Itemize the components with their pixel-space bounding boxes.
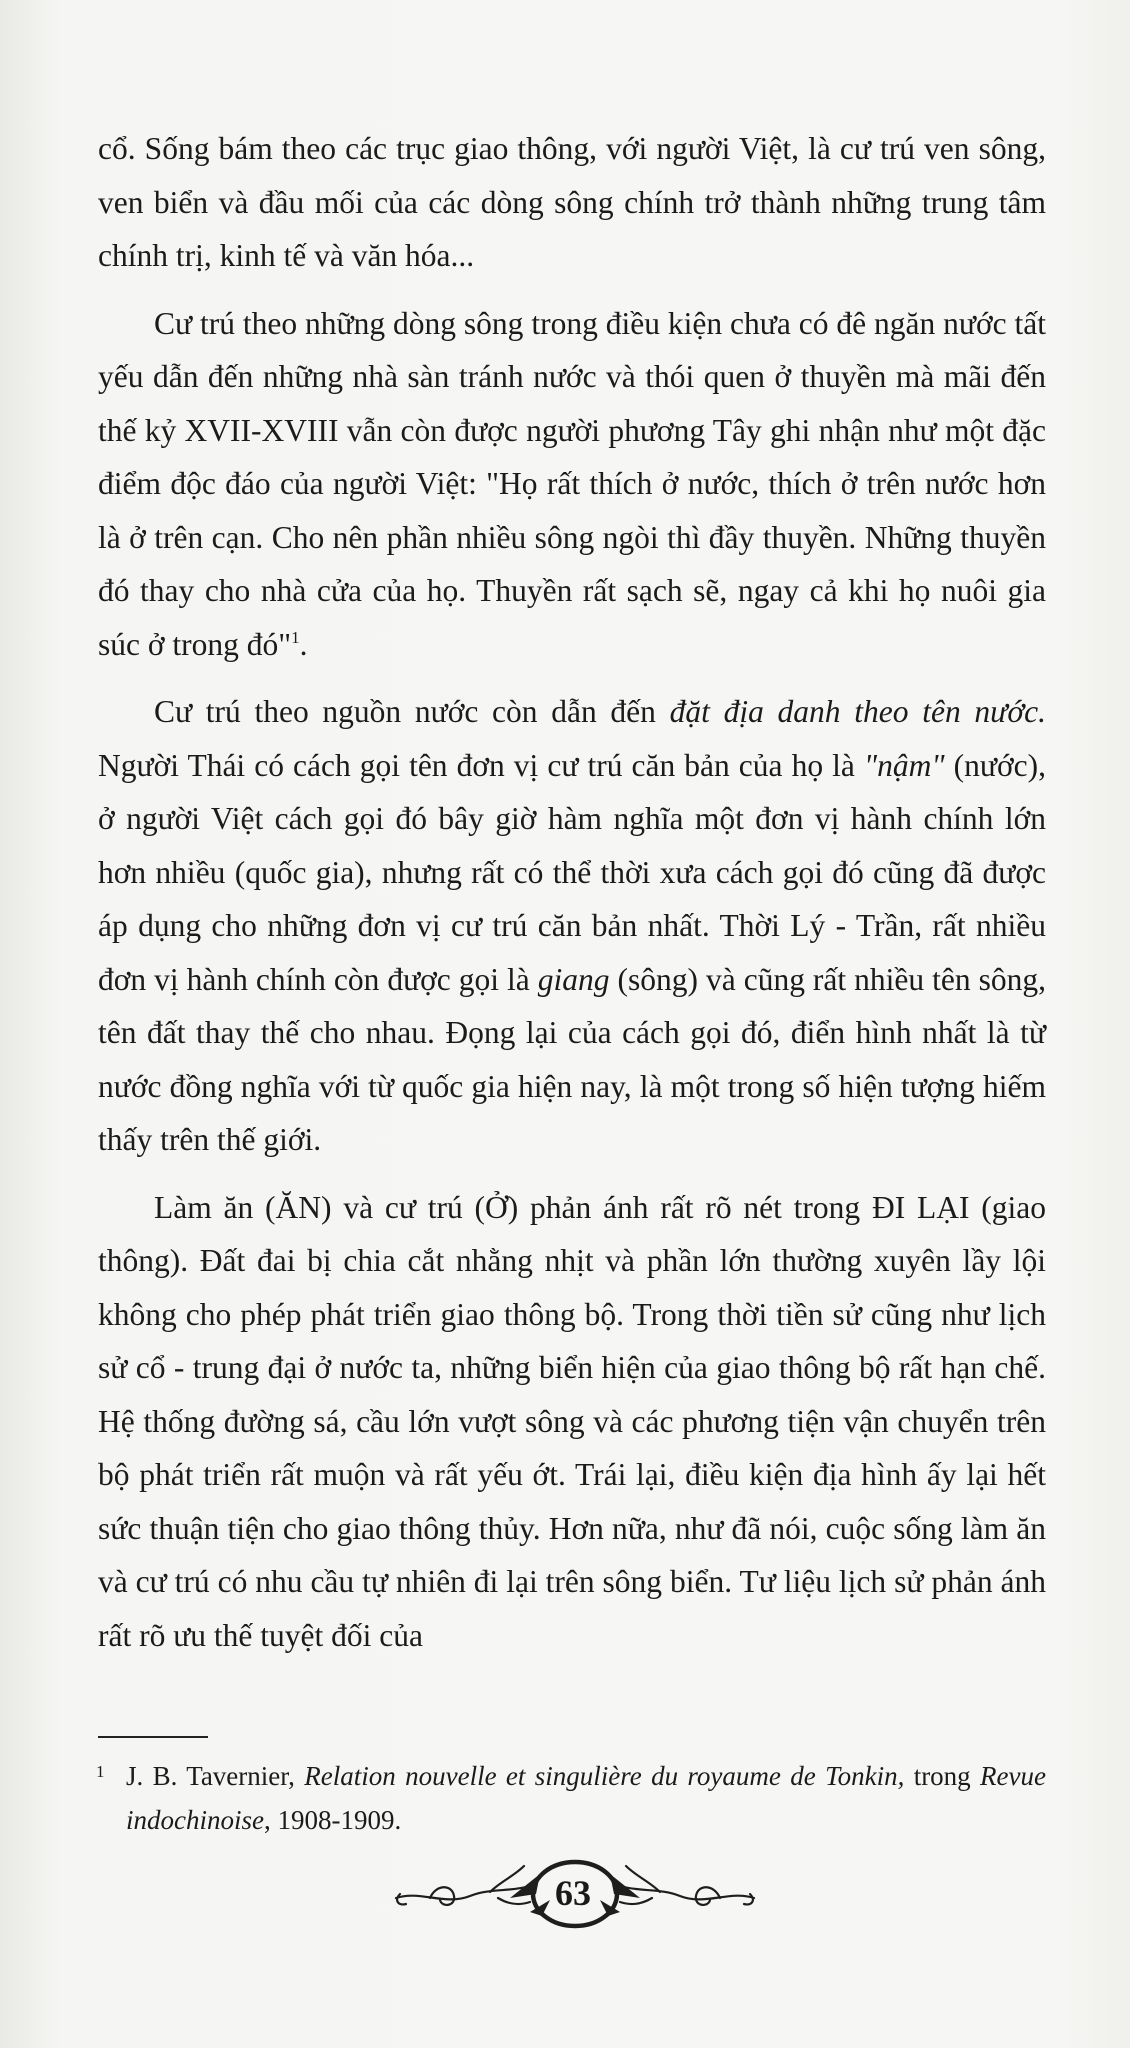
footnote-title: Relation nouvelle et singulière du royaume de Tonkin, — [304, 1761, 905, 1791]
paragraph-3-text-c: (nước), ở người Việt cách gọi đó bây giờ hàm nghĩa một đơn vị hành chính lớn hơn nhiều (quốc gia), nhưng rất có thể thời xưa cách gọi đó cũng đã được áp dụng cho những đơn vị cư trú căn bản nhất. Thời Lý - Trần, rất nhiều đơn vị hành chính còn được gọi là — [98, 747, 1046, 997]
body-text — [98, 122, 1046, 1676]
paragraph-3-text-a: Cư trú theo nguồn nước còn dẫn đến — [154, 694, 670, 729]
paragraph-2: Cư trú theo những dòng sông trong điều kiện chưa có đê ngăn nước tất yếu dẫn đến những nhà sàn tránh nước và thói quen ở thuyền mà mãi đến thế kỷ XVII-XVIII vẫn còn được người phương Tây ghi nhận như một đặc điểm độc đáo của người Việt: "Họ rất thích ở nước, thích ở trên nước hơn là ở trên cạn. Cho nên phần nhiều sông ngòi thì đầy thuyền. Những thuyền đó thay cho nhà cửa của họ. Thuyền rất sạch sẽ, ngay cả khi họ nuôi gia súc ở trong đó"$^1$. — [98, 305, 1046, 662]
paragraph-2-text: Cư trú theo những dòng sông trong điều kiện chưa có đê ngăn nước tất yếu dẫn đến những nhà sàn tránh nước và thói quen ở thuyền mà mãi đến thế kỷ XVII-XVIII vẫn còn được người phương Tây ghi nhận như một đặc điểm độc đáo của người Việt: "Họ rất thích ở nước, thích ở trên nước hơn là ở trên cạn. Cho nên phần nhiều sông ngòi thì đầy thuyền. Những thuyền đó thay cho nhà cửa của họ. Thuyền rất sạch sẽ, ngay cả khi họ nuôi gia súc ở trong đó" — [98, 305, 1046, 662]
footnote-journal: Revue indochinoise — [126, 1761, 1046, 1835]
paragraph-3-text-d: (sông) và cũng rất nhiều tên sông, tên đất thay thế cho nhau. Đọng lại của cách gọi đó, điển hình nhất là từ nước đồng nghĩa với từ quốc gia hiện nay, là một trong số hiện tượng hiếm thấy trên thế giới. — [98, 961, 1046, 1157]
paragraph-3-text-b: Người Thái có cách gọi tên đơn vị cư trú căn bản của họ là — [98, 747, 864, 783]
paragraph-3-emphasis-2: "nậm" — [863, 747, 945, 783]
footnote-middle: trong — [904, 1761, 981, 1791]
footnote-author: J. B. Tavernier, — [126, 1761, 305, 1791]
paragraph-3 — [98, 685, 1046, 1167]
paragraph-1: cổ. Sống bám theo các trục giao thông, với người Việt, là cư trú ven sông, ven biển và đầu mối của các dòng sông chính trở thành những trung tâm chính trị, kinh tế và văn hóa... — [98, 131, 1046, 273]
paragraph-3-emphasis-1: đặt địa danh theo tên nước. — [669, 694, 1046, 729]
page-number: 63 — [555, 1873, 591, 1913]
footnote-reference[interactable]: 1 — [291, 627, 300, 647]
footnote-separator — [98, 1736, 208, 1738]
footnote-tail: , 1908-1909. — [263, 1805, 402, 1835]
paragraph-3-emphasis-3: giang — [537, 961, 610, 997]
footnote — [98, 1754, 1046, 1842]
footnote-mark: 1 — [96, 1762, 105, 1781]
paragraph-4: Làm ăn (ĂN) và cư trú (Ở) phản ánh rất rõ nét trong ĐI LẠI (giao thông). Đất đai bị chia cắt nhằng nhịt và phần lớn thường xuyên lầy lội không cho phép phát triển giao thông bộ. Trong thời tiền sử cũng như lịch sử cổ - trung đại ở nước ta, những biển hiện của giao thông bộ rất hạn chế. Hệ thống đường sá, cầu lớn vượt sông và các phương tiện vận chuyển trên bộ phát triển rất muộn và rất yếu ớt. Trái lại, điều kiện địa hình ấy lại hết sức thuận tiện cho giao thông thủy. Hơn nữa, như đã nói, cuộc sống làm ăn và cư trú có nhu cầu tự nhiên đi lại trên sông biển. Tư liệu lịch sử phản ánh rất rõ ưu thế tuyệt đối của — [98, 1189, 1046, 1653]
footnote-body — [98, 1754, 1046, 1842]
